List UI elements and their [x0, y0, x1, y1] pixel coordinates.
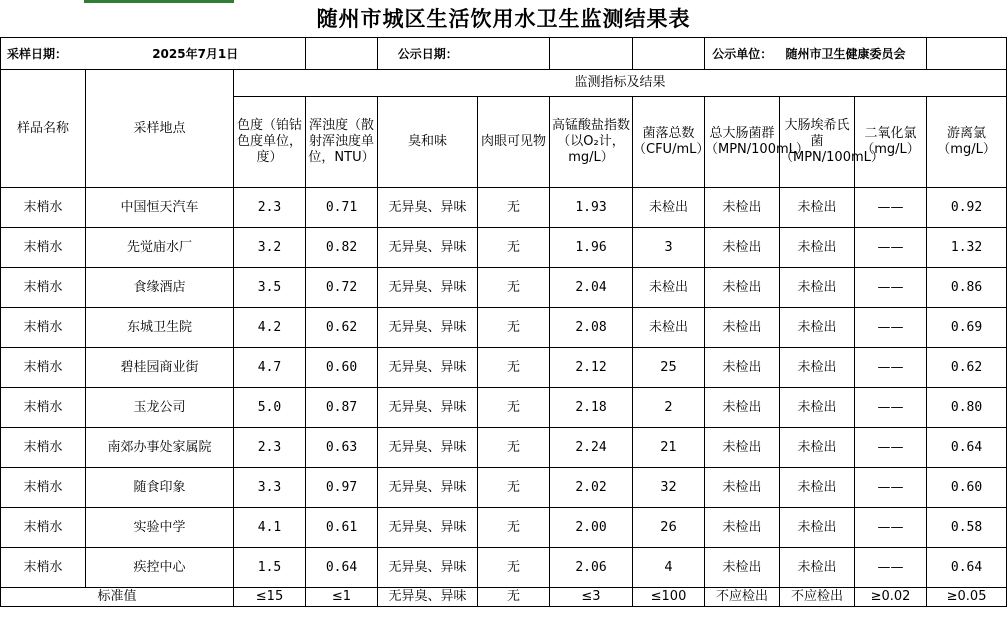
cell-e-coli[interactable]: 未检出 — [780, 228, 855, 268]
cell-sample-site[interactable]: 南郊办事处家属院 — [86, 428, 234, 468]
header-turbidity[interactable]: 浑浊度（散射浑浊度单位，NTU） — [306, 97, 378, 188]
cell-color[interactable]: 3.5 — [234, 268, 306, 308]
cell-permanganate[interactable]: 2.24 — [550, 428, 633, 468]
cell-chlorine-dioxide[interactable]: —— — [855, 468, 927, 508]
header-visible-matter[interactable]: 肉眼可见物 — [478, 97, 550, 188]
cell-visible[interactable]: 无 — [478, 188, 550, 228]
cell-e-coli[interactable]: 未检出 — [780, 508, 855, 548]
standard-e-coli[interactable]: 不应检出 — [780, 588, 855, 607]
cell-sample-site[interactable]: 实验中学 — [86, 508, 234, 548]
page-title[interactable]: 随州市城区生活饮用水卫生监测结果表 — [1, 0, 1007, 38]
cell-odor[interactable]: 无异臭、异味 — [378, 508, 478, 548]
cell-visible[interactable]: 无 — [478, 428, 550, 468]
cell-visible[interactable]: 无 — [478, 468, 550, 508]
cell-colony[interactable]: 26 — [633, 508, 705, 548]
cell-color[interactable]: 1.5 — [234, 548, 306, 588]
publisher-value[interactable]: 随州市卫生健康委员会 — [780, 38, 927, 70]
table-row — [1, 308, 1007, 348]
cell-e-coli[interactable]: 未检出 — [780, 548, 855, 588]
header-permanganate[interactable]: 高锰酸盐指数（以O₂计，mg/L） — [550, 97, 633, 188]
standard-permanganate[interactable]: ≤3 — [550, 588, 633, 607]
table-row — [1, 508, 1007, 548]
empty-cell[interactable] — [927, 38, 1007, 70]
cell-coliform[interactable]: 未检出 — [705, 388, 780, 428]
cell-e-coli[interactable]: 未检出 — [780, 468, 855, 508]
standard-free-chlorine[interactable]: ≥0.05 — [927, 588, 1007, 607]
cell-coliform[interactable]: 未检出 — [705, 188, 780, 228]
cell-turbidity[interactable]: 0.63 — [306, 428, 378, 468]
standard-coliform[interactable]: 不应检出 — [705, 588, 780, 607]
cell-sample-name[interactable]: 末梢水 — [1, 268, 86, 308]
cell-permanganate[interactable]: 2.08 — [550, 308, 633, 348]
cell-visible[interactable]: 无 — [478, 268, 550, 308]
empty-cell[interactable] — [550, 38, 633, 70]
header-free-chlorine[interactable]: 游离氯（mg/L） — [927, 97, 1007, 188]
table-row — [1, 468, 1007, 508]
cell-coliform[interactable]: 未检出 — [705, 508, 780, 548]
cell-coliform[interactable]: 未检出 — [705, 308, 780, 348]
cell-visible[interactable]: 无 — [478, 508, 550, 548]
header-indicator-group[interactable]: 监测指标及结果 — [234, 70, 1007, 97]
table-row — [1, 428, 1007, 468]
publisher-label[interactable]: 公示单位： — [705, 38, 780, 70]
cell-permanganate[interactable]: 2.02 — [550, 468, 633, 508]
cell-chlorine-dioxide[interactable]: —— — [855, 428, 927, 468]
cell-permanganate[interactable]: 2.12 — [550, 348, 633, 388]
cell-odor[interactable]: 无异臭、异味 — [378, 188, 478, 228]
header-e-coli[interactable]: 大肠埃希氏菌（MPN/100mL） — [780, 97, 855, 188]
cell-color[interactable]: 5.0 — [234, 388, 306, 428]
cell-sample-name[interactable]: 末梢水 — [1, 468, 86, 508]
cell-sample-site[interactable]: 食缘酒店 — [86, 268, 234, 308]
cell-sample-name[interactable]: 末梢水 — [1, 188, 86, 228]
cell-permanganate[interactable]: 1.96 — [550, 228, 633, 268]
cell-e-coli[interactable]: 未检出 — [780, 348, 855, 388]
cell-color[interactable]: 4.1 — [234, 508, 306, 548]
cell-visible[interactable]: 无 — [478, 348, 550, 388]
table-row — [1, 388, 1007, 428]
header-colony-count[interactable]: 菌落总数（CFU/mL） — [633, 97, 705, 188]
cell-odor[interactable]: 无异臭、异味 — [378, 308, 478, 348]
cell-color[interactable]: 4.7 — [234, 348, 306, 388]
cell-sample-site[interactable]: 疾控中心 — [86, 548, 234, 588]
cell-chlorine-dioxide[interactable]: —— — [855, 348, 927, 388]
cell-e-coli[interactable]: 未检出 — [780, 268, 855, 308]
standard-label[interactable]: 标准值 — [1, 588, 234, 607]
table-row — [1, 188, 1007, 228]
cell-visible[interactable]: 无 — [478, 388, 550, 428]
cell-colony[interactable]: 未检出 — [633, 188, 705, 228]
cell-visible[interactable]: 无 — [478, 228, 550, 268]
cell-color[interactable]: 4.2 — [234, 308, 306, 348]
cell-free-chlorine[interactable]: 0.60 — [927, 468, 1007, 508]
cell-sample-name[interactable]: 末梢水 — [1, 348, 86, 388]
cell-colony[interactable]: 2 — [633, 388, 705, 428]
cell-colony[interactable]: 25 — [633, 348, 705, 388]
sample-date-label[interactable]: 采样日期： — [1, 38, 86, 70]
cell-coliform[interactable]: 未检出 — [705, 468, 780, 508]
cell-colony[interactable]: 4 — [633, 548, 705, 588]
cell-turbidity[interactable]: 0.72 — [306, 268, 378, 308]
cell-odor[interactable]: 无异臭、异味 — [378, 388, 478, 428]
table-row — [1, 228, 1007, 268]
cell-sample-name[interactable]: 末梢水 — [1, 228, 86, 268]
cell-coliform[interactable]: 未检出 — [705, 268, 780, 308]
cell-sample-site[interactable]: 东城卫生院 — [86, 308, 234, 348]
standard-color[interactable]: ≤15 — [234, 588, 306, 607]
cell-odor[interactable]: 无异臭、异味 — [378, 268, 478, 308]
cell-e-coli[interactable]: 未检出 — [780, 388, 855, 428]
cell-colony[interactable]: 未检出 — [633, 308, 705, 348]
cell-sample-site[interactable]: 随食印象 — [86, 468, 234, 508]
cell-free-chlorine[interactable]: 0.62 — [927, 348, 1007, 388]
cell-sample-site[interactable]: 中国恒天汽车 — [86, 188, 234, 228]
empty-cell[interactable] — [633, 38, 705, 70]
cell-chlorine-dioxide[interactable]: —— — [855, 268, 927, 308]
cell-sample-name[interactable]: 末梢水 — [1, 548, 86, 588]
cell-color[interactable]: 2.3 — [234, 188, 306, 228]
cell-sample-name[interactable]: 末梢水 — [1, 508, 86, 548]
cell-colony[interactable]: 3 — [633, 228, 705, 268]
cell-turbidity[interactable]: 0.97 — [306, 468, 378, 508]
cell-free-chlorine[interactable]: 0.64 — [927, 548, 1007, 588]
header-chlorine-dioxide[interactable]: 二氧化氯（mg/L） — [855, 97, 927, 188]
header-color[interactable]: 色度（铂钴色度单位，度） — [234, 97, 306, 188]
cell-permanganate[interactable]: 1.93 — [550, 188, 633, 228]
cell-free-chlorine[interactable]: 0.64 — [927, 428, 1007, 468]
cell-turbidity[interactable]: 0.87 — [306, 388, 378, 428]
cell-e-coli[interactable]: 未检出 — [780, 188, 855, 228]
cell-sample-name[interactable]: 末梢水 — [1, 308, 86, 348]
cell-permanganate[interactable]: 2.00 — [550, 508, 633, 548]
cell-turbidity[interactable]: 0.60 — [306, 348, 378, 388]
cell-coliform[interactable]: 未检出 — [705, 428, 780, 468]
cell-coliform[interactable]: 未检出 — [705, 228, 780, 268]
cell-permanganate[interactable]: 2.06 — [550, 548, 633, 588]
cell-coliform[interactable]: 未检出 — [705, 348, 780, 388]
cell-free-chlorine[interactable]: 0.58 — [927, 508, 1007, 548]
header-sample-site[interactable]: 采样地点 — [86, 70, 234, 188]
cell-free-chlorine[interactable]: 0.80 — [927, 388, 1007, 428]
cell-coliform[interactable]: 未检出 — [705, 548, 780, 588]
cell-turbidity[interactable]: 0.64 — [306, 548, 378, 588]
table-row — [1, 348, 1007, 388]
standard-odor[interactable]: 无异臭、异味 — [378, 588, 478, 607]
cell-visible[interactable]: 无 — [478, 548, 550, 588]
cell-visible[interactable]: 无 — [478, 308, 550, 348]
cell-sample-site[interactable]: 先觉庙水厂 — [86, 228, 234, 268]
cell-color[interactable]: 3.3 — [234, 468, 306, 508]
cell-odor[interactable]: 无异臭、异味 — [378, 468, 478, 508]
standard-visible[interactable]: 无 — [478, 588, 550, 607]
cell-free-chlorine[interactable]: 1.32 — [927, 228, 1007, 268]
table-row — [1, 548, 1007, 588]
publish-date-value[interactable] — [478, 38, 550, 70]
cell-e-coli[interactable]: 未检出 — [780, 428, 855, 468]
standard-chlorine-dioxide[interactable]: ≥0.02 — [855, 588, 927, 607]
cell-turbidity[interactable]: 0.82 — [306, 228, 378, 268]
cell-color[interactable]: 3.2 — [234, 228, 306, 268]
cell-odor[interactable]: 无异臭、异味 — [378, 228, 478, 268]
header-sample-name[interactable]: 样品名称 — [1, 70, 86, 188]
cell-odor[interactable]: 无异臭、异味 — [378, 428, 478, 468]
cell-odor[interactable]: 无异臭、异味 — [378, 348, 478, 388]
cell-chlorine-dioxide[interactable]: —— — [855, 548, 927, 588]
header-odor[interactable]: 臭和味 — [378, 97, 478, 188]
cell-turbidity[interactable]: 0.61 — [306, 508, 378, 548]
cell-chlorine-dioxide[interactable]: —— — [855, 308, 927, 348]
cell-sample-name[interactable]: 末梢水 — [1, 428, 86, 468]
cell-turbidity[interactable]: 0.71 — [306, 188, 378, 228]
cell-sample-site[interactable]: 玉龙公司 — [86, 388, 234, 428]
cell-turbidity[interactable]: 0.62 — [306, 308, 378, 348]
cell-free-chlorine[interactable]: 0.69 — [927, 308, 1007, 348]
cell-odor[interactable]: 无异臭、异味 — [378, 548, 478, 588]
cell-chlorine-dioxide[interactable]: —— — [855, 388, 927, 428]
cell-color[interactable]: 2.3 — [234, 428, 306, 468]
cell-colony[interactable]: 21 — [633, 428, 705, 468]
table-row — [1, 268, 1007, 308]
standard-turbidity[interactable]: ≤1 — [306, 588, 378, 607]
cell-colony[interactable]: 未检出 — [633, 268, 705, 308]
empty-cell[interactable] — [306, 38, 378, 70]
cell-free-chlorine[interactable]: 0.92 — [927, 188, 1007, 228]
publish-date-label[interactable]: 公示日期： — [378, 38, 478, 70]
data-rows — [1, 188, 1007, 588]
header-total-coliform[interactable]: 总大肠菌群（MPN/100mL） — [705, 97, 780, 188]
cell-permanganate[interactable]: 2.18 — [550, 388, 633, 428]
cell-chlorine-dioxide[interactable]: —— — [855, 508, 927, 548]
standard-colony[interactable]: ≤100 — [633, 588, 705, 607]
sample-date-value[interactable]: 2025年7月1日 — [86, 38, 306, 70]
cell-chlorine-dioxide[interactable]: —— — [855, 228, 927, 268]
cell-sample-name[interactable]: 末梢水 — [1, 388, 86, 428]
cell-e-coli[interactable]: 未检出 — [780, 308, 855, 348]
cell-colony[interactable]: 32 — [633, 468, 705, 508]
cell-free-chlorine[interactable]: 0.86 — [927, 268, 1007, 308]
cell-sample-site[interactable]: 碧桂园商业街 — [86, 348, 234, 388]
cell-chlorine-dioxide[interactable]: —— — [855, 188, 927, 228]
cell-permanganate[interactable]: 2.04 — [550, 268, 633, 308]
